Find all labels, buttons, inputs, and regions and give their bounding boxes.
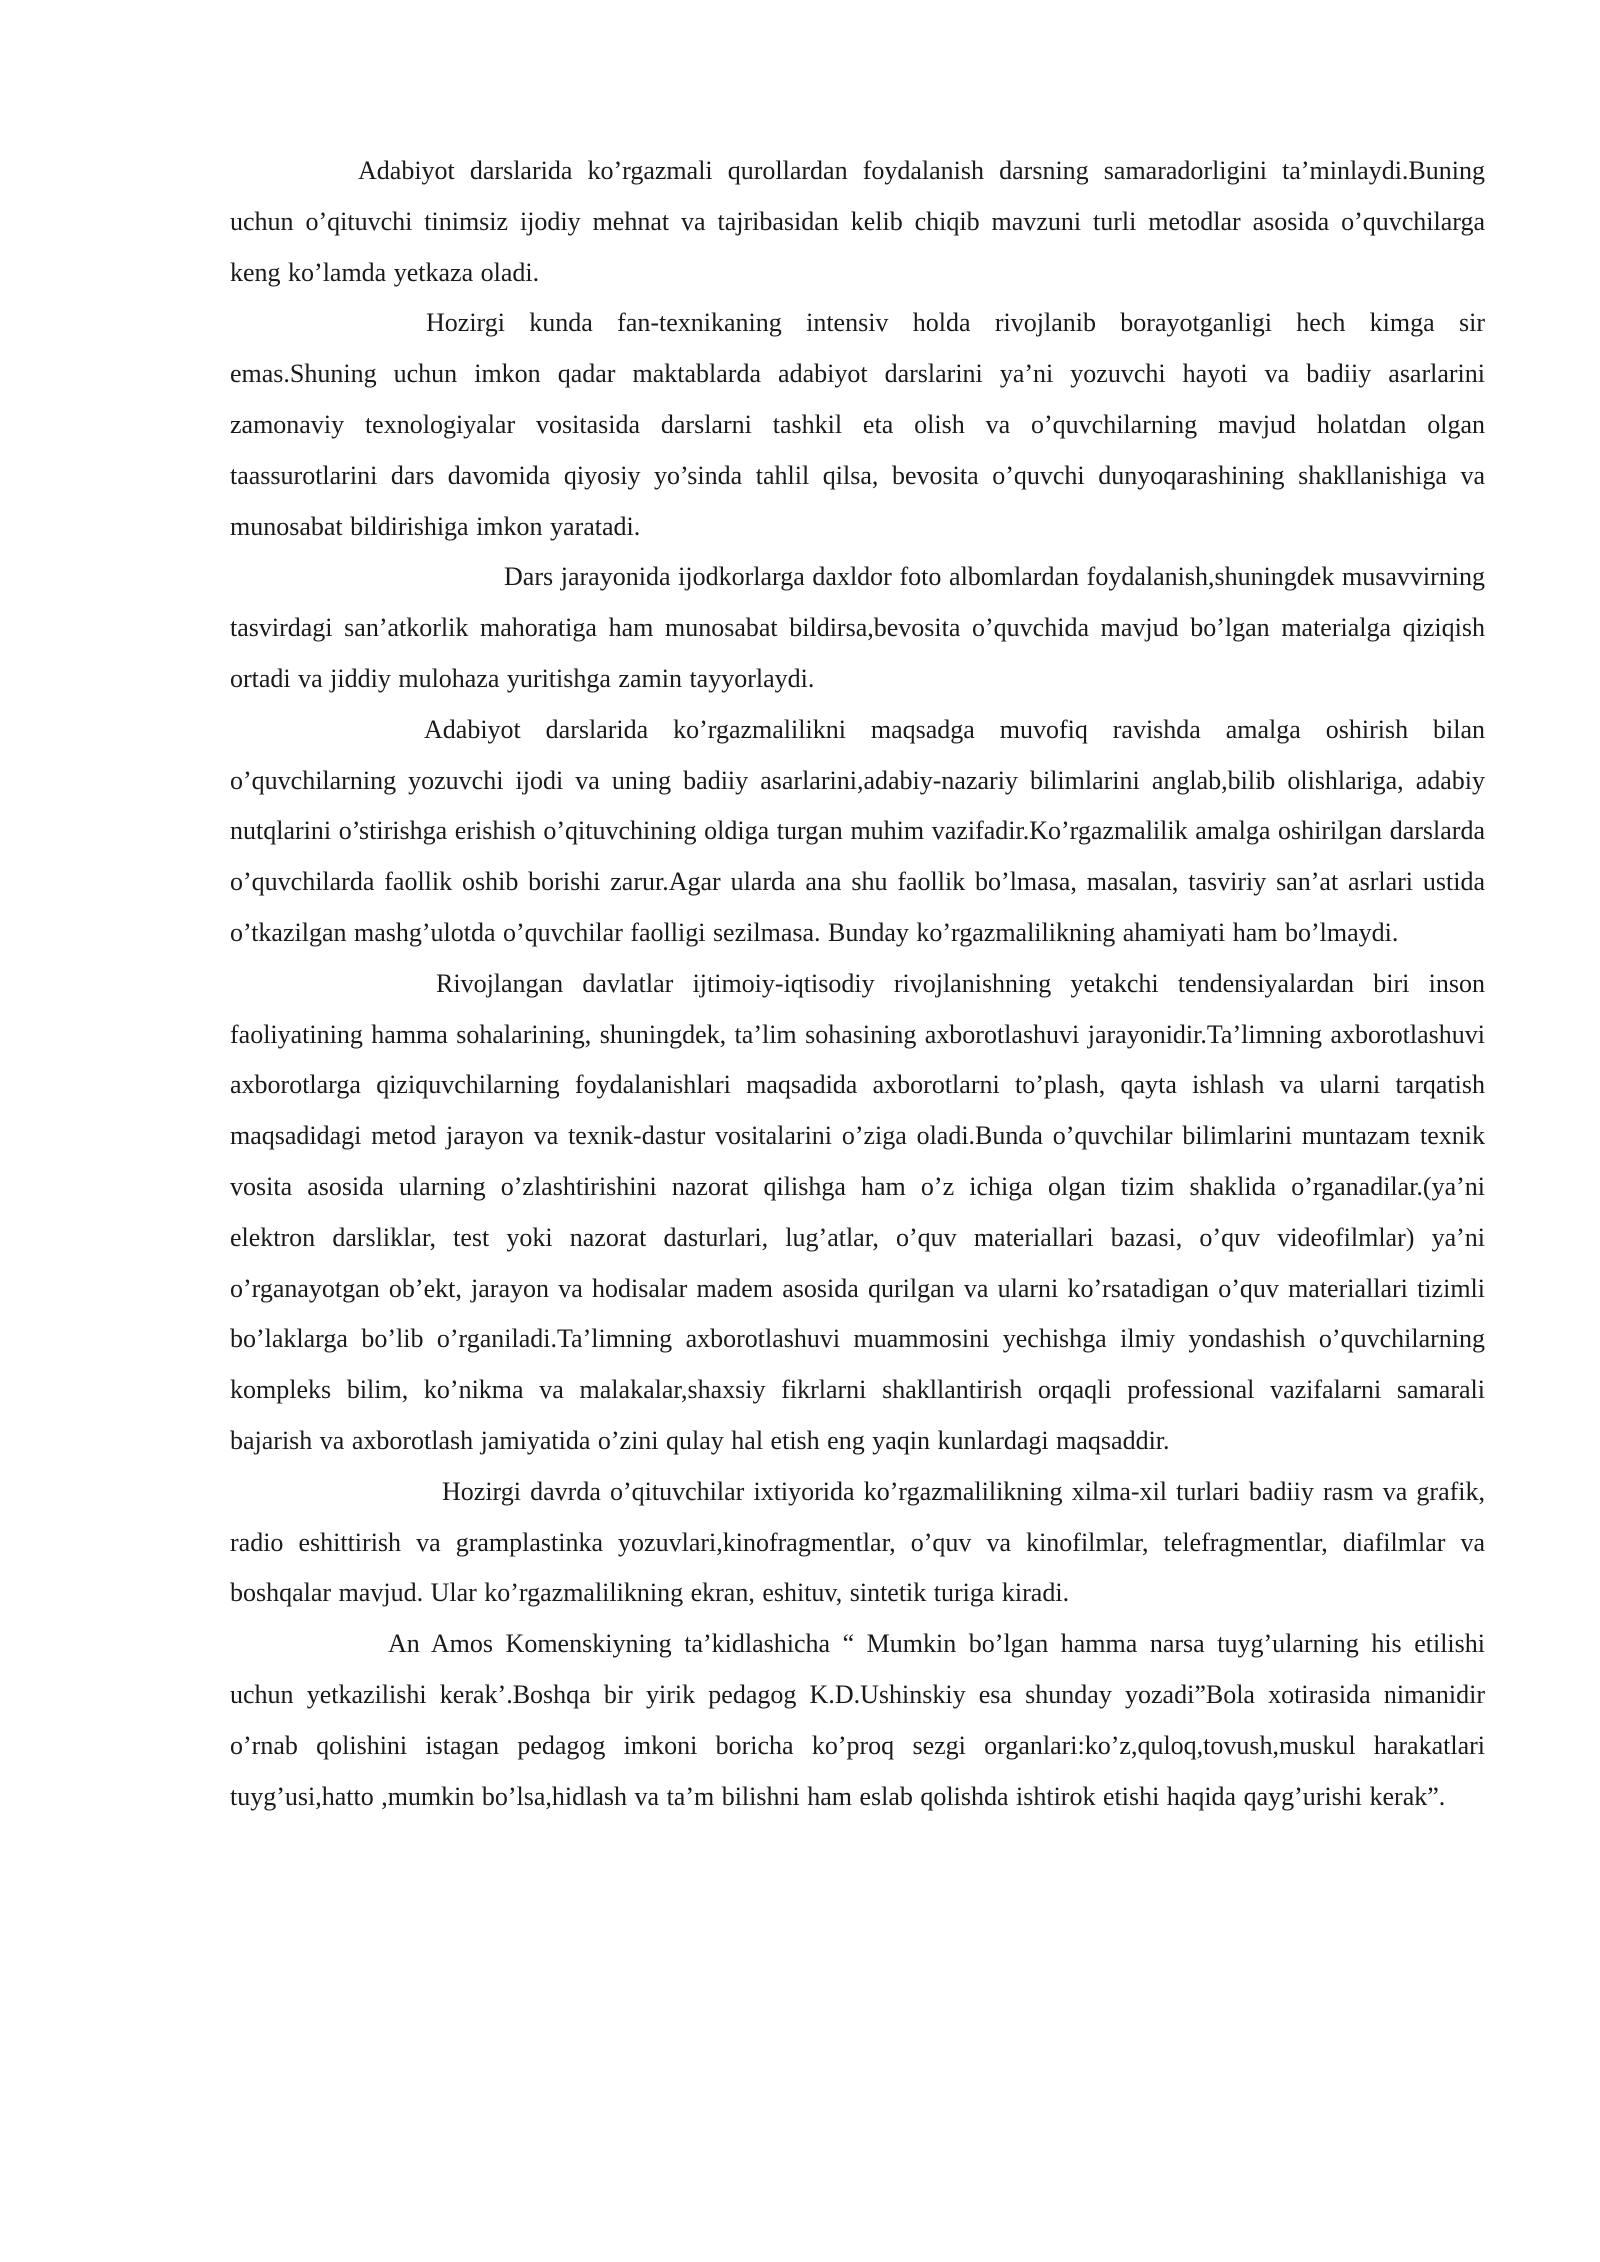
paragraph-7: An Amos Komenskiyning ta’kidlashicha “ Mumkin bo’lgan hamma narsa tuyg’ularning his etilishi uchun yetkazilishi kerak’.Boshqa bir yirik pedagog K.D.Ushinskiy esa shunday yozadi”Bola xotirasida nimanidir o’rnab qolishini istagan pedagog imkoni boricha ko’proq sezgi organlari:ko’z,quloq,tovush,muskul harakatlari tuyg’usi,hatto ,mumkin bo’lsa,hidlash va ta’m bilishni ham eslab qolishda ishtirok etishi haqida qayg’urishi kerak”. — [230, 1629, 1485, 1811]
paragraph-6: Hozirgi davrda o’qituvchilar ixtiyorida ko’rgazmalilikning xilma-xil turlari badiiy rasm va grafik, radio eshittirish va gramplastinka yozuvlari,kinofragmentlar, o’quv va kinofilmlar, telefragmentlar, diafilmlar va boshqalar mavjud. Ular ko’rgazmalilikning ekran, eshituv, sintetik turiga kiradi. — [230, 1476, 1485, 1608]
paragraph-2: Hozirgi kunda fan-texnikaning intensiv holda rivojlanib borayotganligi hech kimga sir emas.Shuning uchun imkon qadar maktablarda adabiyot darslarini ya’ni yozuvchi hayoti va badiiy asarlarini zamonaviy texnologiyalar vositasida darslarni tashkil eta olish va o’quvchilarning mavjud holatdan olgan taassurotlarini dars davomida qiyosiy yo’sinda tahlil qilsa, bevosita o’quvchi dunyoqarashining shakllanishiga va munosabat bildirishiga imkon yaratadi. — [230, 308, 1485, 541]
paragraph-1: Adabiyot darslarida ko’rgazmali qurollardan foydalanish darsning samaradorligini ta’minlaydi.Buning uchun o’qituvchi tinimsiz ijodiy mehnat va tajribasidan kelib chiqib mavzuni turli metodlar asosida o’quvchilarga keng ko’lamda yetkaza oladi. — [230, 156, 1485, 287]
document-body — [230, 146, 1485, 1822]
paragraph-5: Rivojlangan davlatlar ijtimoiy-iqtisodiy rivojlanishning yetakchi tendensiyalardan biri inson faoliyatining hamma sohalarining, shuningdek, ta’lim sohasining axborotlashuvi jarayonidir.Ta’limning axborotlashuvi axborotlarga qiziquvchilarning foydalanishlari maqsadida axborotlarni to’plash, qayta ishlash va ularni tarqatish maqsadidagi metod jarayon va texnik-dastur vositalarini o’ziga oladi.Bunda o’quvchilar bilimlarini muntazam texnik vosita asosida ularning o’zlashtirishini nazorat qilishga ham o’z ichiga olgan tizim shaklida o’rganadilar.(ya’ni elektron darsliklar, test yoki nazorat dasturlari, lug’atlar, o’quv materiallari bazasi, o’quv videofilmlar) ya’ni o’rganayotgan ob’ekt, jarayon va hodisalar madem asosida qurilgan va ularni ko’rsatadigan o’quv materiallari tizimli bo’laklarga bo’lib o’rganiladi.Ta’limning axborotlashuvi muammosini yechishga ilmiy yondashish o’quvchilarning kompleks bilim, ko’nikma va malakalar,shaxsiy fikrlarni shakllantirish orqaqli professional vazifalarni samarali bajarish va axborotlash jamiyatida o’zini qulay hal etish eng yaqin kunlardagi maqsaddir. — [230, 968, 1485, 1455]
paragraph-3: Dars jarayonida ijodkorlarga daxldor foto albomlardan foydalanish,shuningdek musavvirning tasvirdagi san’atkorlik mahoratiga ham munosabat bildirsa,bevosita o’quvchida mavjud bo’lgan materialga qiziqish ortadi va jiddiy mulohaza yuritishga zamin tayyorlaydi. — [230, 562, 1485, 693]
paragraph-4: Adabiyot darslarida ko’rgazmalilikni maqsadga muvofiq ravishda amalga oshirish bilan o’quvchilarning yozuvchi ijodi va uning badiiy asarlarini,adabiy-nazariy bilimlarini anglab,bilib olishlariga, adabiy nutqlarini o’stirishga erishish o’qituvchining oldiga turgan muhim vazifadir.Ko’rgazmalilik amalga oshirilgan darslarda o’quvchilarda faollik oshib borishi zarur.Agar ularda ana shu faollik bo’lmasa, masalan, tasviriy san’at asrlari ustida o’tkazilgan mashg’ulotda o’quvchilar faolligi sezilmasa. Bunday ko’rgazmalilikning ahamiyati ham bo’lmaydi. — [230, 714, 1485, 947]
